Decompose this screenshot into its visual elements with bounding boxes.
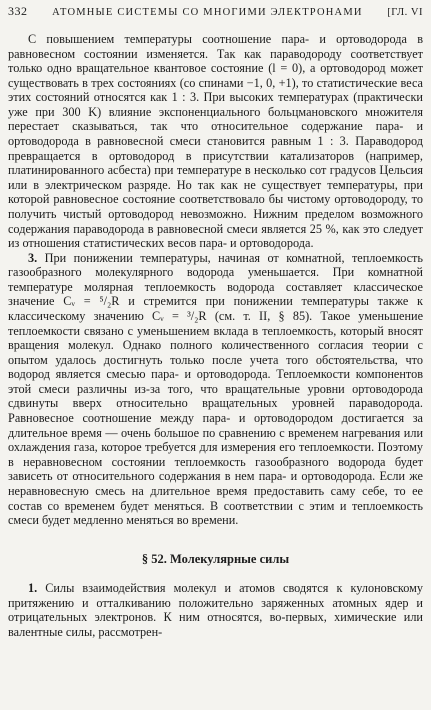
section-heading: § 52. Молекулярные силы [141,551,290,566]
paragraph-text: Силы взаимодействия молекул и атомов сводятся к кулоновскому притяжению и отталкиванию положительно заряженных атомных ядер и отрицательных электронов. К ним относятся, во-первых, химические или валентные силы, рассмотрен- [8,581,423,639]
paragraph-number: 3. [28,250,38,265]
paragraph-text: При понижении температуры, начиная от комнатной, теплоемкость газообразного молекулярного водорода уменьшается. При комнатной температуре молярная теплоемкость водорода составляет классическое значение Cᵥ = ⁵/₂R и стремится при понижении температуры также к классическому значению Cᵥ = ³/₂R (см. т. II, § 85). Такое уменьшение теплоемкости связано с уменьшением вклада в теплоемкость, который вносят вращения молекул. Однако полного количественного согласия теории с опытом удалось достигнуть только после учета того обстоятельства, что водород является смесью пара- и ортоводорода. Теплоемкости компонентов этой смеси различны из-за того, что вращательные уровни ортоводорода сдвинуты вверх относительно вращательных уровней параводорода. Равновесное соотношение между пара- и ортоводородом достигается за длительное время — очень большое по сравнению с временем нагревания или охлаждения газа, которое требуется для измерения его теплоемкости. Поэтому в неравновесном состоянии теплоемкость газообразного водорода будет зависеть от относительного содержания в нем пара- и ортоводорода. Если же неравновесную смесь на длительное время предоставить саму себе, то ее состав со временем будет меняться. В соответствии с этим и теплоемкость смеси будет медленно меняться во времени. [8,250,424,528]
chapter-marker: [ГЛ. VI [387,7,423,18]
page-body [8,32,423,640]
page-number: 332 [8,4,28,18]
running-title: АТОМНЫЕ СИСТЕМЫ СО МНОГИМИ ЭЛЕКТРОНАМИ [52,7,363,18]
paragraph-heat-capacity [8,251,423,528]
paragraph-ortho-para-equilibrium: С повышением температуры соотношение пара- и ортоводорода в равновесном состоянии изменяется. Так как параводороду соответствует только одно вращательное квантовое состояние (l = 0), а ортоводород может существовать в трех состояниях (со спинами −1, 0, +1), то статистические веса этих состояний относятся как 1 : 3. При высоких температурах (практически уже при 300 K) влияние экспоненциального больцмановского множителя перестает сказываться, так что относительное содержание пара- и ортоводорода в равновесной смеси становится равным 1 : 3. Параводород превращается в ортоводород в присутствии катализаторов (например, платинированного асбеста) при температуре в несколько сот градусов Цельсия или в электрическом разряде. Но так как не существует температуры, при которой равновесное состояние соответствовало бы чистому ортоводороду, то получить чистый ортоводород невозможно. Нижним пределом возможного содержания параводорода в равновесной смеси является 25 %, как это следует из отношения статистических весов пара- и ортоводорода. [8,32,423,251]
paragraph-molecular-forces [8,581,423,639]
running-header [8,4,423,20]
paragraph-number: 1. [28,581,38,596]
